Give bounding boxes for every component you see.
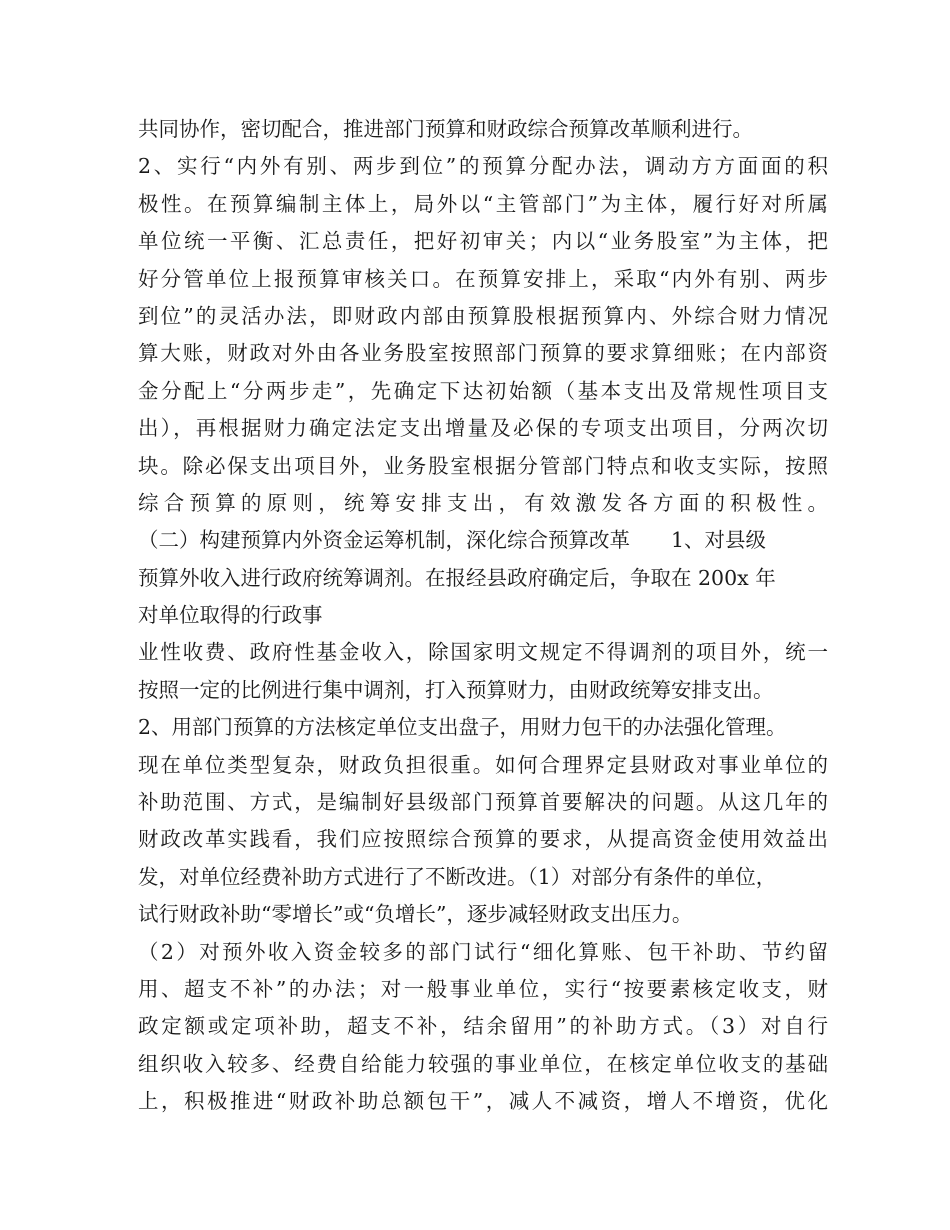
- text-line: 极性。在预算编制主体上，局外以“主管部门”为主体，履行好对所属: [138, 191, 828, 216]
- text-line: 预算外收入进行政府统筹调剂。在报经县政府确定后，争取在 200x 年: [138, 565, 776, 590]
- text-line: （二）构建预算内外资金运筹机制，深化综合预算改革 1、对县级: [138, 528, 767, 553]
- text-line: 对单位取得的行政事: [138, 603, 323, 628]
- text-line: 块。除必保支出项目外，业务股室根据分管部门特点和收支实际，按照: [138, 453, 828, 478]
- text-line: 组织收入较多、经费自给能力较强的事业单位，在核定单位收支的基础: [138, 1051, 828, 1076]
- text-line: （2）对预外收入资金较多的部门试行“细化算账、包干补助、节约留: [138, 939, 828, 964]
- text-line: 出），再根据财力确定法定支出增量及必保的专项支出项目，分两次切: [138, 416, 828, 441]
- document-body: [138, 111, 828, 1121]
- text-line: 业性收费、政府性基金收入，除国家明文规定不得调剂的项目外，统一: [138, 640, 828, 665]
- text-line: 2、用部门预算的方法核定单位支出盘子，用财力包干的办法强化管理。: [138, 715, 787, 740]
- text-line: 综合预算的原则，统筹安排支出，有效激发各方面的积极性。: [138, 490, 828, 515]
- text-line: 政定额或定项补助，超支不补，结余留用”的补助方式。（3）对自行: [138, 1014, 828, 1039]
- text-line: 用、超支不补”的办法；对一般事业单位，实行“按要素核定收支，财: [138, 976, 828, 1001]
- text-line: 算大账，财政对外由各业务股室按照部门预算的要求算细账；在内部资: [138, 341, 828, 366]
- text-line: 2、实行“内外有别、两步到位”的预算分配办法，调动方方面面的积: [138, 154, 828, 179]
- text-line: 到位”的灵活办法，即财政内部由预算股根据预算内、外综合财力情况: [138, 303, 828, 328]
- text-line: 好分管单位上报预算审核关口。在预算安排上，采取“内外有别、两步: [138, 266, 828, 291]
- text-line: 财政改革实践看，我们应按照综合预算的要求，从提高资金使用效益出: [138, 827, 828, 852]
- text-line: 按照一定的比例进行集中调剂，打入预算财力，由财政统筹安排支出。: [138, 677, 774, 702]
- text-line: 发，对单位经费补助方式进行了不断改进。（1）对部分有条件的单位，: [138, 864, 777, 889]
- text-line: 上，积极推进“财政补助总额包干”，减人不减资，增人不增资，优化: [138, 1089, 828, 1114]
- text-line: 金分配上“分两步走”，先确定下达初始额（基本支出及常规性项目支: [138, 378, 828, 403]
- text-line: 现在单位类型复杂，财政负担很重。如何合理界定县财政对事业单位的: [138, 752, 828, 777]
- text-line: 补助范围、方式，是编制好县级部门预算首要解决的问题。从这几年的: [138, 790, 828, 815]
- text-line: 试行财政补助“零增长”或“负增长”，逐步减轻财政支出压力。: [138, 902, 693, 927]
- text-line: 共同协作，密切配合，推进部门预算和财政综合预算改革顺利进行。: [138, 117, 753, 141]
- text-line: 单位统一平衡、汇总责任，把好初审关；内以“业务股室”为主体，把: [138, 229, 828, 254]
